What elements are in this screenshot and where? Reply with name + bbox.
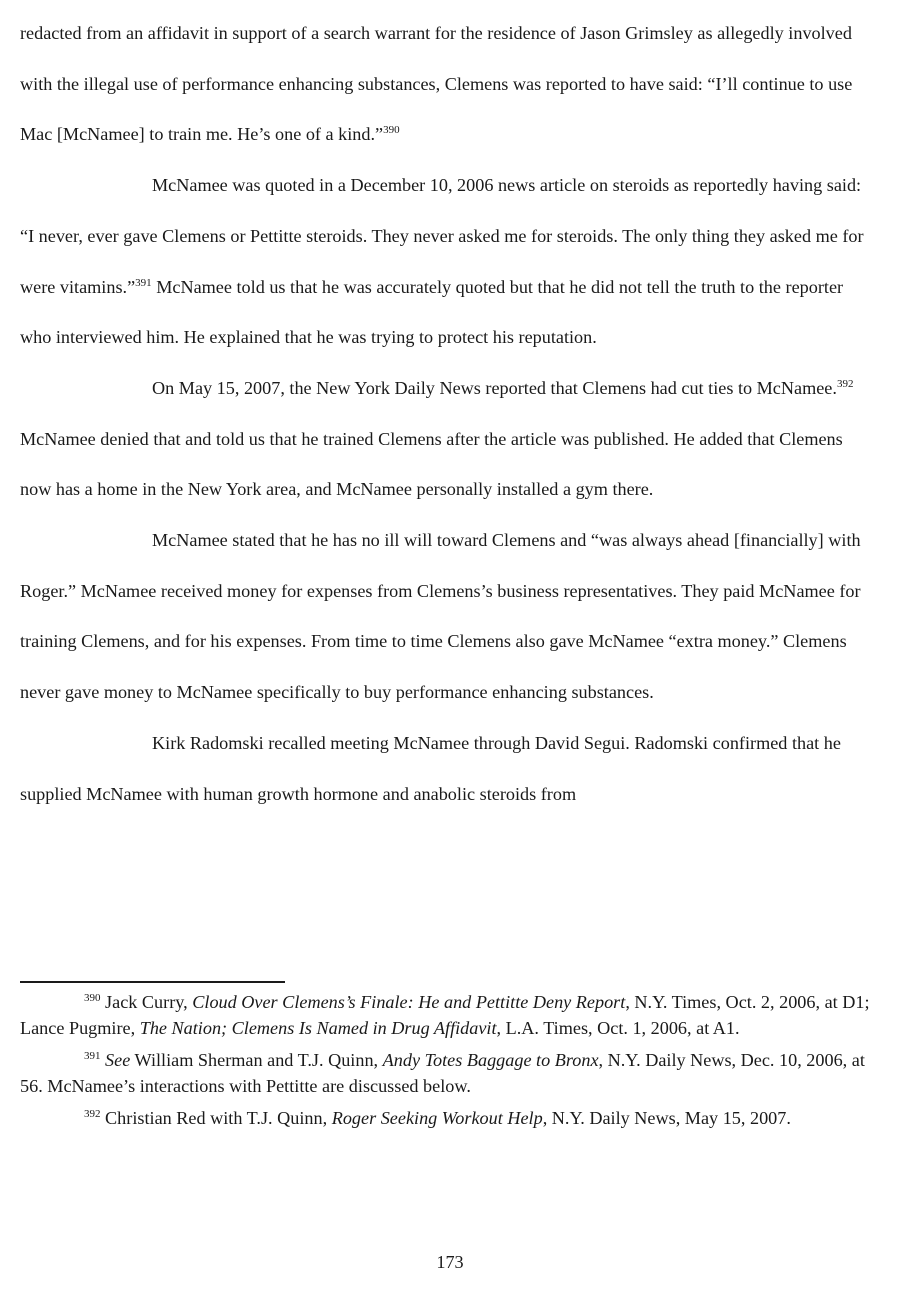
footnote-number: 390 bbox=[84, 992, 101, 1004]
footnote-text: , N.Y. Times, Oct. 2, 2006, at D1; Lance Pugmire, bbox=[20, 992, 870, 1038]
footnote-392 bbox=[20, 1106, 880, 1132]
paragraph-1 bbox=[20, 8, 872, 160]
footnote-390 bbox=[20, 990, 880, 1041]
paragraph-text: redacted from an affidavit in support of a search warrant for the residence of Jason Grimsley as allegedly involved with the illegal use of performance enhancing substances, Clemens was reported to have said: “I’ll continue to use Mac [McNamee] to train me. He’s one of a kind.” bbox=[20, 23, 853, 145]
paragraph-text: On May 15, 2007, the New York Daily News reported that Clemens had cut ties to McNamee. bbox=[152, 377, 837, 398]
footnote-title: Andy Totes Baggage to Bronx bbox=[382, 1050, 599, 1070]
paragraph-text: McNamee denied that and told us that he trained Clemens after the article was published. He added that Clemens now has a home in the New York area, and McNamee personally installed a gym there. bbox=[20, 428, 843, 500]
footnote-ref-392: 392 bbox=[836, 377, 854, 390]
paragraph-text: McNamee stated that he has no ill will toward Clemens and “was always ahead [financially] with Roger.” McNamee received money for expenses from Clemens’s business representatives. They paid McNamee for training Clemens, and for his expenses. From time to time Clemens also gave McNamee “extra money.” Clemens never gave money to McNamee specifically to buy performance enhancing substances. bbox=[20, 530, 861, 703]
footnote-separator bbox=[20, 981, 285, 983]
footnote-title: Roger Seeking Workout Help bbox=[331, 1108, 543, 1128]
footnote-signal: See bbox=[105, 1050, 131, 1070]
footnote-number: 392 bbox=[84, 1108, 101, 1120]
body-text bbox=[20, 8, 872, 819]
footnote-text: , N.Y. Daily News, May 15, 2007. bbox=[542, 1108, 791, 1128]
page-number: 173 bbox=[436, 1252, 464, 1272]
paragraph-2 bbox=[20, 160, 872, 363]
footnote-title: The Nation; Clemens Is Named in Drug Affidavit bbox=[139, 1017, 497, 1038]
footnote-391 bbox=[20, 1048, 880, 1099]
footnote-ref-391: 391 bbox=[135, 276, 152, 289]
footnote-text: , N.Y. Daily News, Dec. 10, 2006, at 56. McNamee’s interactions with Pettitte are discussed below. bbox=[20, 1050, 865, 1096]
paragraph-4 bbox=[20, 515, 872, 718]
paragraph-text: McNamee was quoted in a December 10, 2006 news article on steroids as reportedly having said: “I never, ever gave Clemens or Pettitte steroids. They never asked me for steroids. The only thing they asked me for were vitamins.” bbox=[20, 175, 864, 297]
footnote-text: Jack Curry, bbox=[100, 992, 193, 1012]
footnote-text: , L.A. Times, Oct. 1, 2006, at A1. bbox=[496, 1017, 740, 1038]
footnotes bbox=[20, 990, 880, 1139]
footnote-text: William Sherman and T.J. Quinn, bbox=[130, 1050, 383, 1070]
footnote-ref-390: 390 bbox=[383, 124, 400, 137]
footnote-title: Cloud Over Clemens’s Finale: He and Pettitte Deny Report bbox=[192, 992, 626, 1012]
paragraph-3 bbox=[20, 363, 872, 515]
footnote-number: 391 bbox=[84, 1050, 101, 1062]
footnote-text: Christian Red with T.J. Quinn, bbox=[100, 1108, 332, 1128]
paragraph-text: McNamee told us that he was accurately quoted but that he did not tell the truth to the reporter who interviewed him. He explained that he was trying to protect his reputation. bbox=[20, 276, 844, 348]
paragraph-text: Kirk Radomski recalled meeting McNamee through David Segui. Radomski confirmed that he supplied McNamee with human growth hormone and anabolic steroids from bbox=[20, 732, 841, 804]
paragraph-5 bbox=[20, 718, 872, 819]
